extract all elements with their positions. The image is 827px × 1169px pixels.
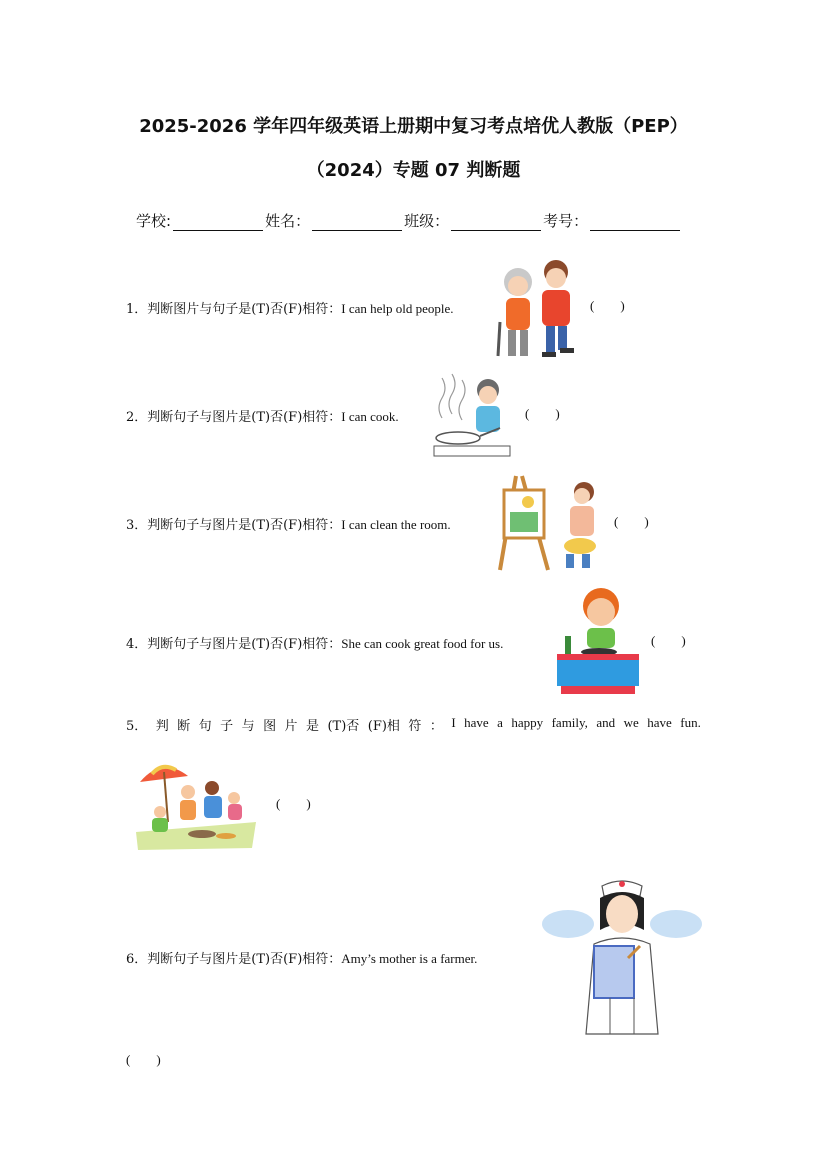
question-2 — [126, 406, 399, 425]
title-line-2: （2024）专题 07 判断题 — [306, 160, 521, 181]
question-prompt: 判断句子与图片是(T)否(F)相符： — [147, 518, 342, 533]
prompt-char: 句 — [198, 719, 212, 734]
question-6 — [126, 948, 477, 967]
question-sentence: She can cook great food for us. — [341, 636, 504, 651]
question-sentence: I can clean the room. — [341, 517, 451, 532]
answer-blank-1[interactable]: ( ) — [590, 298, 625, 313]
sentence-word: happy — [511, 715, 544, 730]
title-line-1: 2025-2026 学年四年级英语上册期中复习考点培优人教版（PEP） — [139, 116, 688, 137]
answer-blank-3[interactable]: ( ) — [614, 514, 649, 529]
class-blank[interactable] — [451, 214, 541, 231]
sentence-word: a — [497, 715, 503, 730]
family-picnic-picture — [132, 752, 260, 852]
painting-girl-picture — [488, 472, 606, 572]
sentence-word: we — [623, 715, 639, 730]
sentence-word: I — [451, 715, 456, 730]
nurse-picture — [540, 874, 704, 1038]
sentence-word: have — [464, 715, 489, 730]
prompt-char: 与 — [241, 719, 255, 734]
question-prompt: 判断句子与图片是(T)否(F)相符： — [147, 637, 342, 652]
prompt-char: 判 — [155, 719, 169, 734]
name-blank[interactable] — [312, 214, 402, 231]
prompt-char: 是 — [306, 719, 320, 734]
name-label: 姓名： — [265, 212, 311, 230]
question-number: 5． — [126, 719, 148, 734]
prompt-char: (T)否 — [327, 719, 360, 734]
question-sentence: I can help old people. — [341, 301, 454, 316]
prompt-char: 子 — [220, 719, 234, 734]
sentence-word: and — [596, 715, 616, 730]
student-info — [136, 210, 682, 231]
prompt-char: ： — [429, 719, 443, 734]
question-4 — [126, 633, 503, 652]
question-number: 3． — [126, 518, 148, 533]
question-sentence: Amy’s mother is a farmer. — [341, 951, 478, 966]
answer-blank-2[interactable]: ( ) — [525, 406, 560, 421]
sentence-word: family, — [551, 715, 588, 730]
helping-old-people-picture — [490, 252, 585, 360]
answer-blank-5[interactable]: ( ) — [276, 796, 311, 811]
school-blank[interactable] — [173, 214, 263, 231]
question-prompt: 判断图片与句子是(T)否(F)相符： — [147, 302, 342, 317]
question-prompt: 判断句子与图片是(T)否(F)相符： — [147, 952, 342, 967]
prompt-char: 断 — [177, 719, 191, 734]
question-1 — [126, 298, 454, 317]
cooking-boy-picture — [555, 584, 643, 698]
question-number: 6． — [126, 952, 148, 967]
question-5 — [126, 715, 701, 734]
question-prompt: 判断句子与图片是(T)否(F)相符： — [147, 410, 342, 425]
question-number: 1． — [126, 302, 148, 317]
answer-blank-4[interactable]: ( ) — [651, 633, 686, 648]
cooking-girl-picture — [430, 368, 520, 460]
question-number: 4． — [126, 637, 148, 652]
question-number: 2． — [126, 410, 148, 425]
prompt-char: 片 — [284, 719, 298, 734]
school-label: 学校: — [136, 212, 172, 230]
prompt-char: 图 — [263, 719, 277, 734]
question-3 — [126, 514, 451, 533]
exam-no-blank[interactable] — [590, 214, 680, 231]
class-label: 班级： — [404, 212, 450, 230]
prompt-char: (F)相 — [367, 719, 400, 734]
question-sentence: I can cook. — [341, 409, 399, 424]
sentence-word: have — [647, 715, 672, 730]
prompt-char: 符 — [408, 719, 422, 734]
sentence-word: fun. — [680, 715, 701, 730]
exam-no-label: 考号： — [543, 212, 589, 230]
answer-blank-6[interactable]: ( ) — [126, 1052, 161, 1067]
